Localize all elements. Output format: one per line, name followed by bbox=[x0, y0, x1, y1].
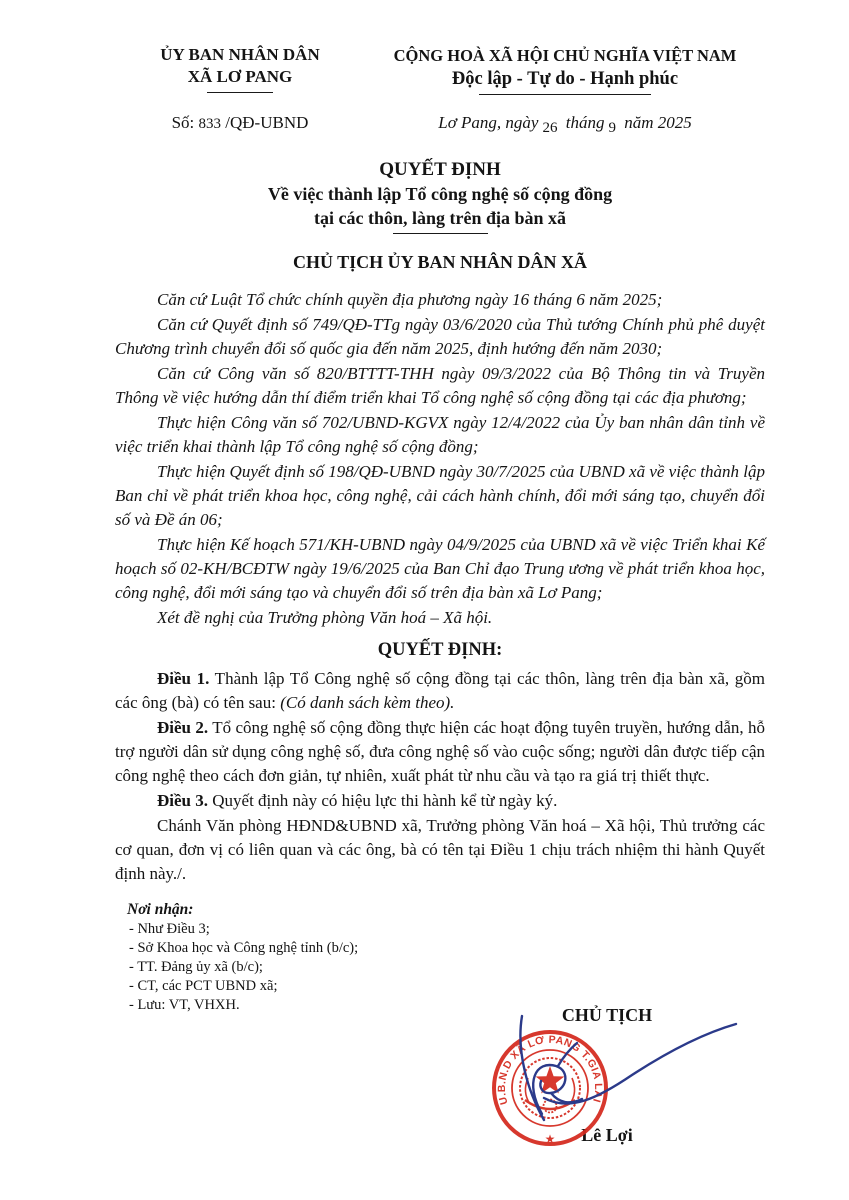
document-number-prefix: Số: bbox=[171, 113, 195, 132]
document-number bbox=[115, 113, 365, 133]
place-and-date bbox=[365, 113, 765, 136]
article-1 bbox=[115, 667, 765, 715]
org-name-line2: XÃ LƠ PANG bbox=[187, 67, 293, 86]
stamp-arc-text: U.B.N.D XÃ LƠ PANG T.GIA LAI bbox=[496, 1033, 605, 1106]
stamp-emblem bbox=[520, 1058, 580, 1118]
signature-scribble bbox=[520, 1016, 736, 1120]
recipient-item: - Như Điều 3; bbox=[129, 921, 210, 937]
org-name-line1: ỦY BAN NHÂN DÂN bbox=[160, 45, 320, 64]
recipients-section bbox=[115, 900, 765, 1015]
svg-text:U.B.N.D XÃ LƠ PANG T.GIA LAI bbox=[496, 1034, 604, 1106]
article-2-text: Tổ công nghệ số cộng đồng thực hiện các hoạt động tuyên truyền, hướng dẫn, hỗ trợ người dân sử dụng công nghệ số, đưa công nghệ số vào cuộc sống; người dân được tiếp cận công nghệ theo cách đơn giản, tự nhiên, xuất phát từ nhu cầu và tạo ra giá trị thiết thực. bbox=[115, 718, 765, 785]
date-year: năm 2025 bbox=[624, 113, 692, 132]
issuing-org-block bbox=[115, 44, 365, 95]
article-3-text: Quyết định này có hiệu lực thi hành kể từ ngày ký. bbox=[208, 791, 558, 810]
national-motto-block bbox=[365, 44, 765, 95]
document-title: QUYẾT ĐỊNH bbox=[379, 159, 501, 180]
signer-title: CHỦ TỊCH bbox=[561, 1005, 653, 1025]
motto-underline bbox=[479, 94, 651, 95]
preamble-paragraph: Thực hiện Công văn số 702/UBND-KGVX ngày 12/4/2022 của Ủy ban nhân dân tỉnh về việc triển khai thành lập Tổ công nghệ số cộng đồng; bbox=[115, 413, 765, 456]
signer-name: Lê Lợi bbox=[581, 1125, 633, 1145]
recipients-label: Nơi nhận: bbox=[127, 901, 194, 918]
document-number-value: 833 bbox=[198, 116, 222, 132]
title-underline bbox=[393, 233, 488, 234]
title-block bbox=[115, 157, 765, 274]
date-month: 9 bbox=[608, 120, 616, 136]
date-month-label: tháng bbox=[565, 113, 605, 132]
recipient-item: - Lưu: VT, VHXH. bbox=[129, 997, 240, 1013]
issuing-authority: CHỦ TỊCH ỦY BAN NHÂN DÂN XÃ bbox=[292, 252, 587, 272]
national-name: CỘNG HOÀ XÃ HỘI CHỦ NGHĨA VIỆT NAM bbox=[393, 46, 737, 65]
national-motto: Độc lập - Tự do - Hạnh phúc bbox=[451, 69, 679, 89]
document-subtitle-line2: tại các thôn, làng trên địa bàn xã bbox=[313, 208, 567, 228]
document-meta-row bbox=[115, 113, 765, 136]
org-underline bbox=[207, 92, 273, 93]
article-2-label: Điều 2. bbox=[157, 718, 209, 737]
decision-section bbox=[115, 638, 765, 886]
letterhead bbox=[115, 44, 765, 95]
recipient-item: - TT. Đảng ủy xã (b/c); bbox=[129, 959, 263, 975]
article-3-label: Điều 3. bbox=[157, 791, 208, 810]
recipient-item: - Sở Khoa học và Công nghệ tỉnh (b/c); bbox=[129, 940, 359, 956]
preamble-section bbox=[115, 288, 765, 630]
article-1-label: Điều 1. bbox=[157, 669, 210, 688]
document-subtitle-line1: Về việc thành lập Tổ công nghệ số cộng đồng bbox=[267, 184, 613, 204]
seal-and-signature-graphic bbox=[440, 1004, 800, 1200]
decision-heading: QUYẾT ĐỊNH: bbox=[377, 640, 503, 660]
stamp-bottom-star: ★ bbox=[544, 1132, 556, 1146]
date-day: 26 bbox=[542, 120, 558, 136]
preamble-paragraph: Thực hiện Kế hoạch 571/KH-UBND ngày 04/9/2025 của UBND xã về việc Triển khai Kế hoạch số 02-KH/BCĐTW ngày 19/6/2025 của Ban Chỉ đạo Trung ương về phát triển khoa học, công nghệ, đổi mới sáng tạo và chuyển đổi số trên địa bàn xã Lơ Pang; bbox=[115, 535, 765, 602]
document-number-suffix: /QĐ-UBND bbox=[225, 113, 309, 132]
article-1-attachment-note: (Có danh sách kèm theo). bbox=[280, 693, 455, 712]
preamble-paragraph: Căn cứ Quyết định số 749/QĐ-TTg ngày 03/6/2020 của Thủ tướng Chính phủ phê duyệt Chương trình chuyển đổi số quốc gia đến năm 2025, định hướng đến năm 2030; bbox=[115, 315, 765, 358]
preamble-paragraph: Căn cứ Công văn số 820/BTTTT-THH ngày 09/3/2022 của Bộ Thông tin và Truyền Thông về việc hướng dẫn thí điểm triển khai Tổ công nghệ số cộng đồng tại các địa phương; bbox=[115, 364, 765, 407]
preamble-paragraph: Xét đề nghị của Trưởng phòng Văn hoá – Xã hội. bbox=[157, 608, 493, 627]
closing-paragraph: Chánh Văn phòng HĐND&UBND xã, Trưởng phòng Văn hoá – Xã hội, Thủ trưởng các cơ quan, đơn vị có liên quan và các ông, bà có tên tại Điều 1 chịu trách nhiệm thi hành Quyết định này./. bbox=[115, 816, 765, 883]
signature-block bbox=[440, 1004, 774, 1200]
article-1-text: Thành lập Tổ Công nghệ số cộng đồng tại các thôn, làng trên địa bàn xã, gồm các ông (bà) có tên sau: bbox=[115, 669, 765, 712]
article-3 bbox=[115, 789, 765, 813]
preamble-paragraph: Căn cứ Luật Tổ chức chính quyền địa phương ngày 16 tháng 6 năm 2025; bbox=[157, 290, 663, 309]
recipient-item: - CT, các PCT UBND xã; bbox=[129, 978, 278, 994]
article-2 bbox=[115, 716, 765, 788]
date-prefix: Lơ Pang, ngày bbox=[438, 113, 539, 132]
preamble-paragraph: Thực hiện Quyết định số 198/QĐ-UBND ngày 30/7/2025 của UBND xã về việc thành lập Ban chỉ về phát triển khoa học, công nghệ, cải cách hành chính, đổi mới sáng tạo, chuyển đổi số và Đề án 06; bbox=[115, 462, 765, 529]
